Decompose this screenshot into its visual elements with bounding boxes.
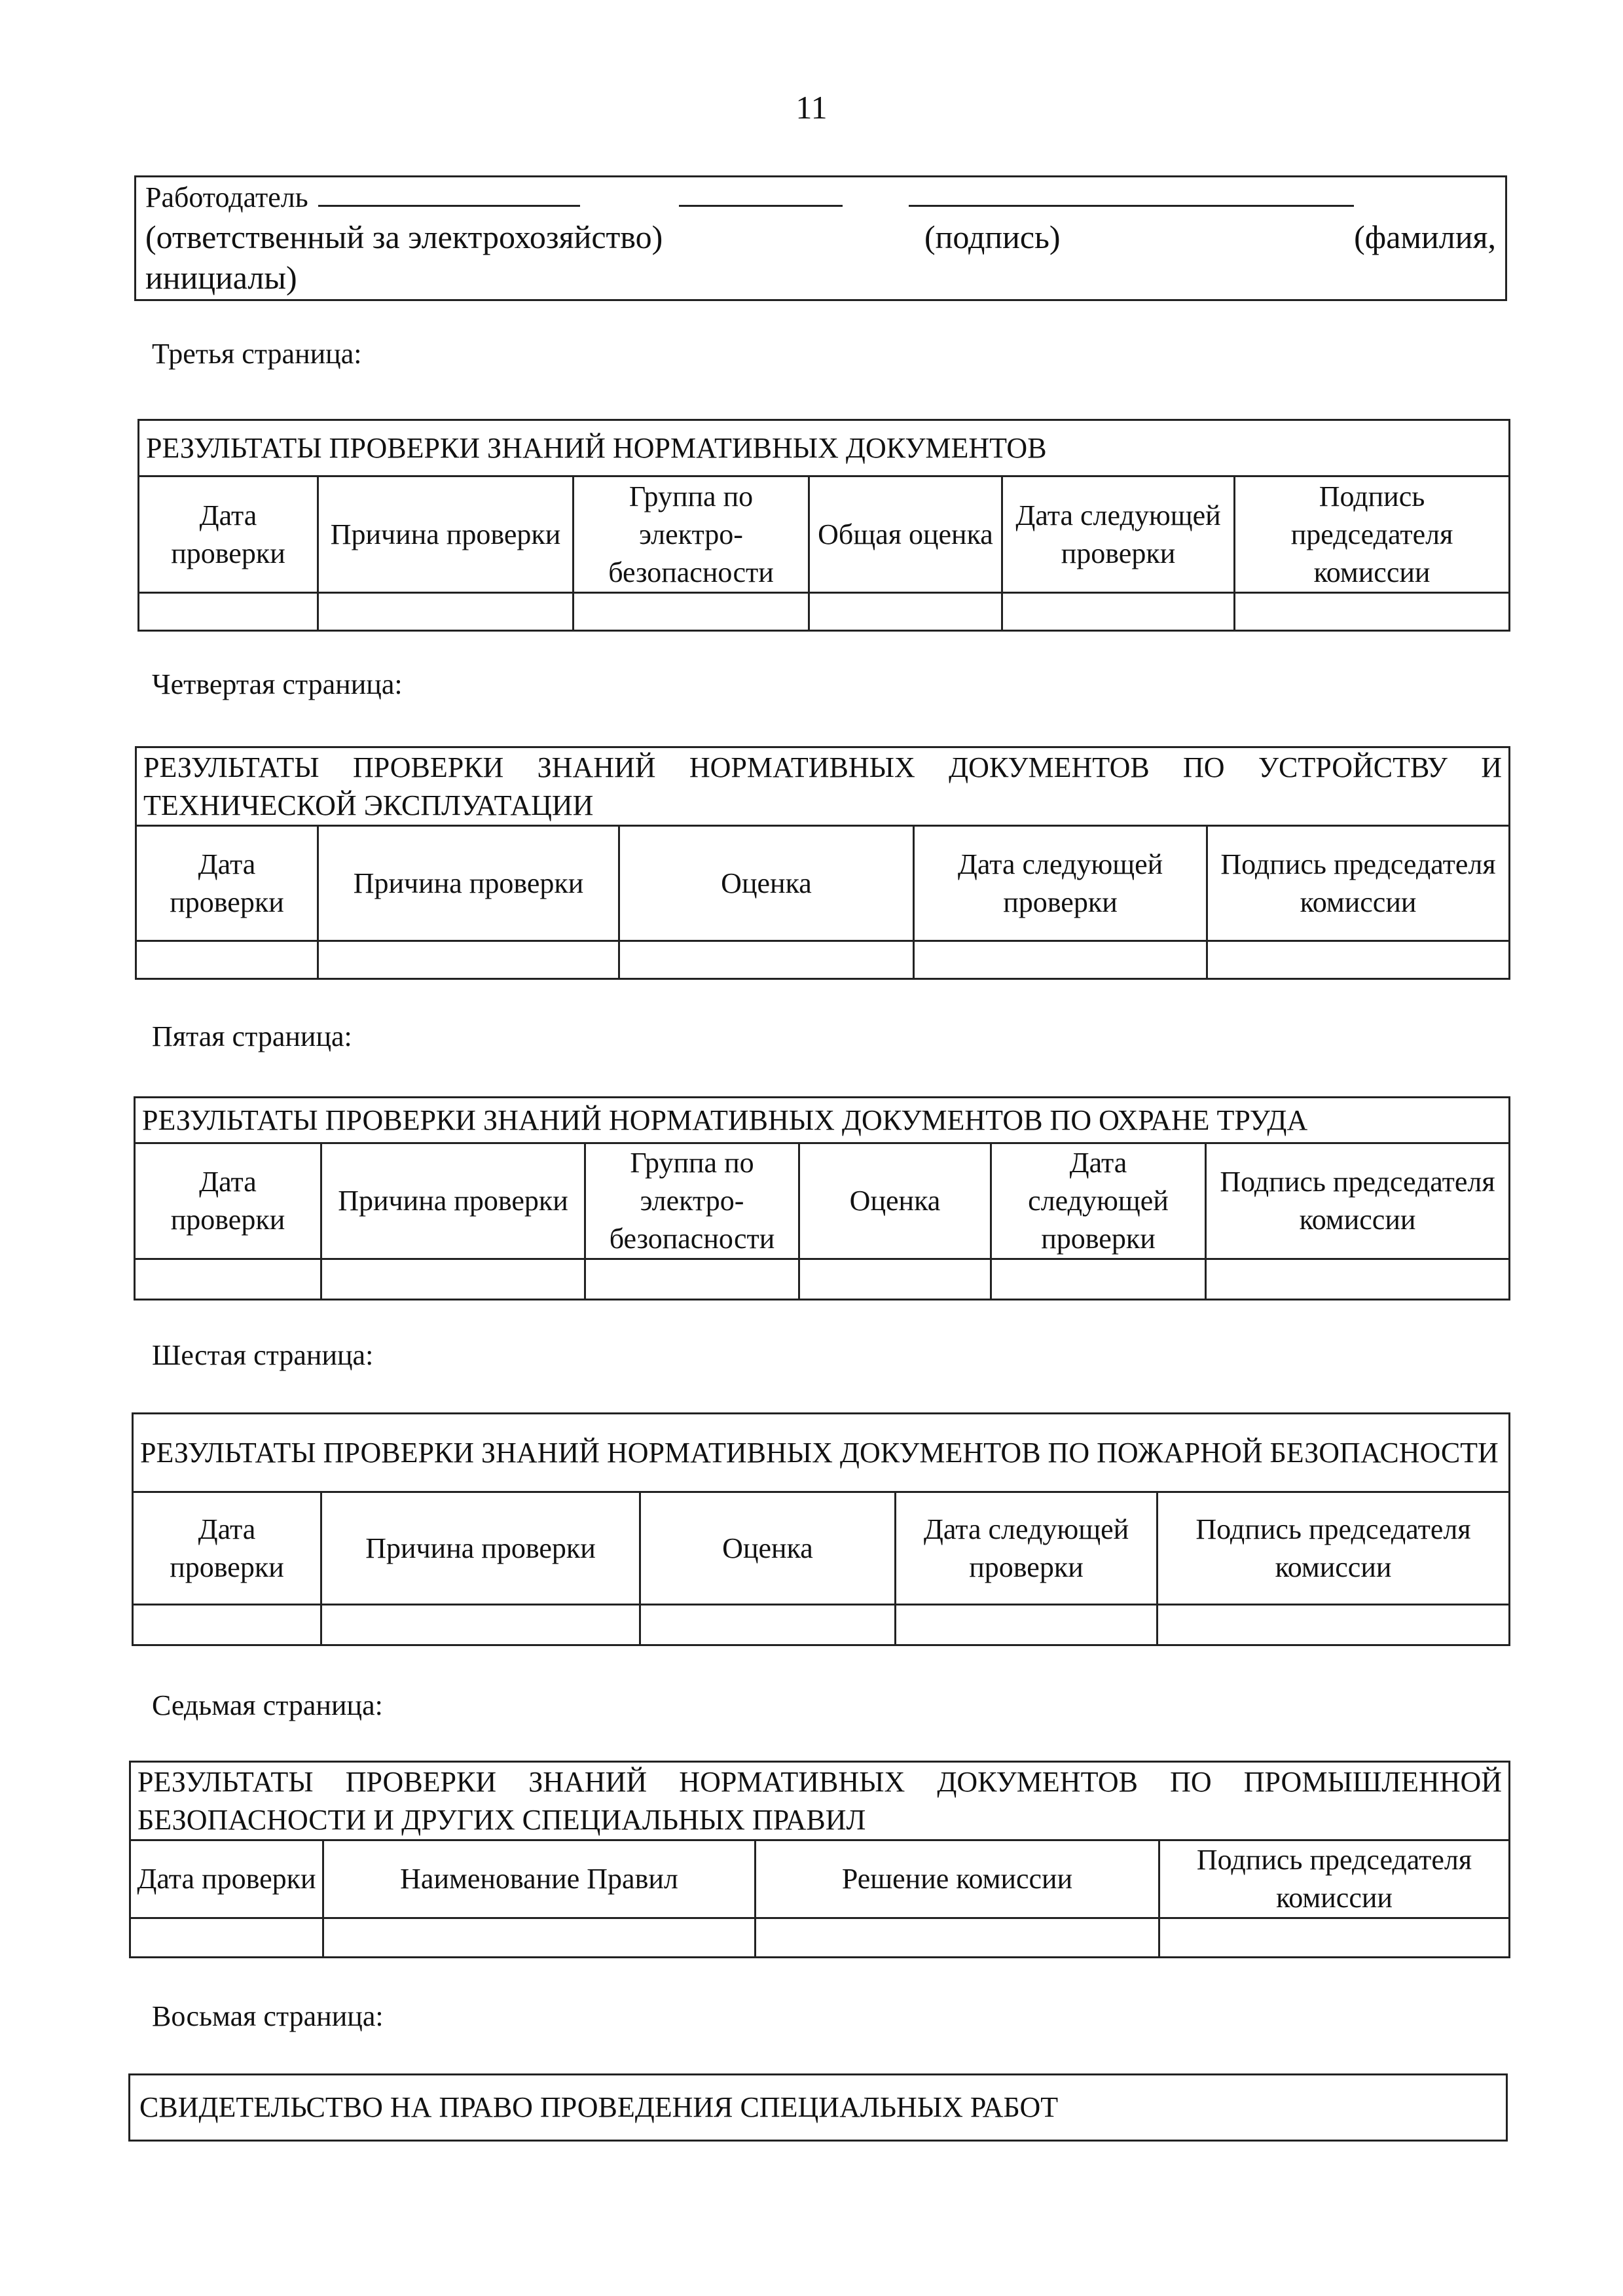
table-cell[interactable] [585,1259,799,1300]
header-next-date: Дата следующей проверки [896,1492,1158,1605]
page3-title: РЕЗУЛЬТАТЫ ПРОВЕРКИ ЗНАНИЙ НОРМАТИВНЫХ ДОКУМЕНТОВ [139,420,1510,476]
table-cell[interactable] [896,1605,1158,1645]
page7-caption: Седьмая страница: [152,1689,383,1721]
employer-blank[interactable] [318,179,580,207]
table-cell[interactable] [619,941,914,979]
table-cell[interactable] [574,593,809,631]
employer-label: Работодатель [145,181,308,213]
table-cell[interactable] [640,1605,896,1645]
page5-title: РЕЗУЛЬТАТЫ ПРОВЕРКИ ЗНАНИЙ НОРМАТИВНЫХ ДОКУМЕНТОВ ПО ОХРАНЕ ТРУДА [135,1098,1510,1143]
table-cell[interactable] [1158,1605,1510,1645]
table-cell[interactable] [991,1259,1206,1300]
table-cell[interactable] [136,941,318,979]
header-date: Дата проверки [139,476,318,593]
page5-table [134,1096,1510,1300]
table-cell[interactable] [318,941,619,979]
table-cell[interactable] [756,1918,1159,1958]
page5-caption: Пятая страница: [152,1020,352,1052]
name-blank[interactable] [909,179,1354,207]
page6-table [132,1412,1510,1646]
page3-table [137,419,1510,632]
table-cell[interactable] [914,941,1207,979]
page7-title: РЕЗУЛЬТАТЫ ПРОВЕРКИ ЗНАНИЙ НОРМАТИВНЫХ ДОКУМЕНТОВ ПО ПРОМЫШЛЕННОЙ БЕЗОПАСНОСТИ И ДРУГИХ СПЕЦИАЛЬНЫХ ПРАВИЛ [130,1762,1510,1840]
table-cell[interactable] [139,593,318,631]
header-next-date: Дата следующей проверки [991,1143,1206,1259]
header-grade: Оценка [619,826,914,941]
page6-caption: Шестая страница: [152,1339,374,1371]
table-cell[interactable] [1207,941,1510,979]
table-cell[interactable] [321,1259,585,1300]
header-decision: Решение комиссии [756,1840,1159,1918]
table-cell[interactable] [135,1259,321,1300]
table-cell[interactable] [799,1259,991,1300]
header-next-date: Дата следующей проверки [914,826,1207,941]
header-date: Дата проверки [130,1840,323,1918]
employer-line [145,179,1354,216]
header-signature: Подпись председателя комиссии [1206,1143,1510,1259]
employer-signature-block [134,175,1507,301]
table-cell[interactable] [809,593,1002,631]
table-cell[interactable] [323,1918,756,1958]
header-reason: Причина проверки [321,1143,585,1259]
table-cell[interactable] [318,593,574,631]
signature-caption: (подпись) [924,219,1061,255]
header-group: Группа по электро-безопасности [574,476,809,593]
header-grade: Оценка [640,1492,896,1605]
header-signature: Подпись председателя комиссии [1207,826,1510,941]
page8-caption: Восьмая страница: [152,2000,384,2032]
header-date: Дата проверки [135,1143,321,1259]
surname-caption: (фамилия, [1354,219,1496,255]
header-reason: Причина проверки [321,1492,640,1605]
page-number: 11 [795,89,828,126]
certificate-title-box: СВИДЕТЕЛЬСТВО НА ПРАВО ПРОВЕДЕНИЯ СПЕЦИАЛЬНЫХ РАБОТ [128,2073,1508,2142]
page6-title: РЕЗУЛЬТАТЫ ПРОВЕРКИ ЗНАНИЙ НОРМАТИВНЫХ ДОКУМЕНТОВ ПО ПОЖАРНОЙ БЕЗОПАСНОСТИ [133,1414,1510,1492]
header-signature: Подпись председателя комиссии [1235,476,1510,593]
page4-table [135,746,1510,980]
header-grade: Общая оценка [809,476,1002,593]
initials-caption: инициалы) [145,259,297,296]
page4-caption: Четвертая страница: [152,668,403,700]
table-cell[interactable] [321,1605,640,1645]
header-date: Дата проверки [136,826,318,941]
header-signature: Подпись председателя комиссии [1158,1492,1510,1605]
page4-title: РЕЗУЛЬТАТЫ ПРОВЕРКИ ЗНАНИЙ НОРМАТИВНЫХ ДОКУМЕНТОВ ПО УСТРОЙСТВУ И ТЕХНИЧЕСКОЙ ЭКСПЛУАТАЦИИ [136,747,1510,826]
header-next-date: Дата следующей проверки [1002,476,1235,593]
header-reason: Причина проверки [318,826,619,941]
responsible-caption: (ответственный за электрохозяйство) [145,219,663,255]
signature-blank[interactable] [679,179,843,207]
page7-table [129,1761,1510,1958]
table-cell[interactable] [1159,1918,1510,1958]
header-grade: Оценка [799,1143,991,1259]
header-signature: Подпись председателя комиссии [1159,1840,1510,1918]
header-date: Дата проверки [133,1492,321,1605]
header-reason: Причина проверки [318,476,574,593]
table-cell[interactable] [1235,593,1510,631]
header-rules-name: Наименование Правил [323,1840,756,1918]
table-cell[interactable] [1206,1259,1510,1300]
table-cell[interactable] [130,1918,323,1958]
header-group: Группа по электро-безопасности [585,1143,799,1259]
page3-caption: Третья страница: [152,338,362,370]
table-cell[interactable] [1002,593,1235,631]
table-cell[interactable] [133,1605,321,1645]
